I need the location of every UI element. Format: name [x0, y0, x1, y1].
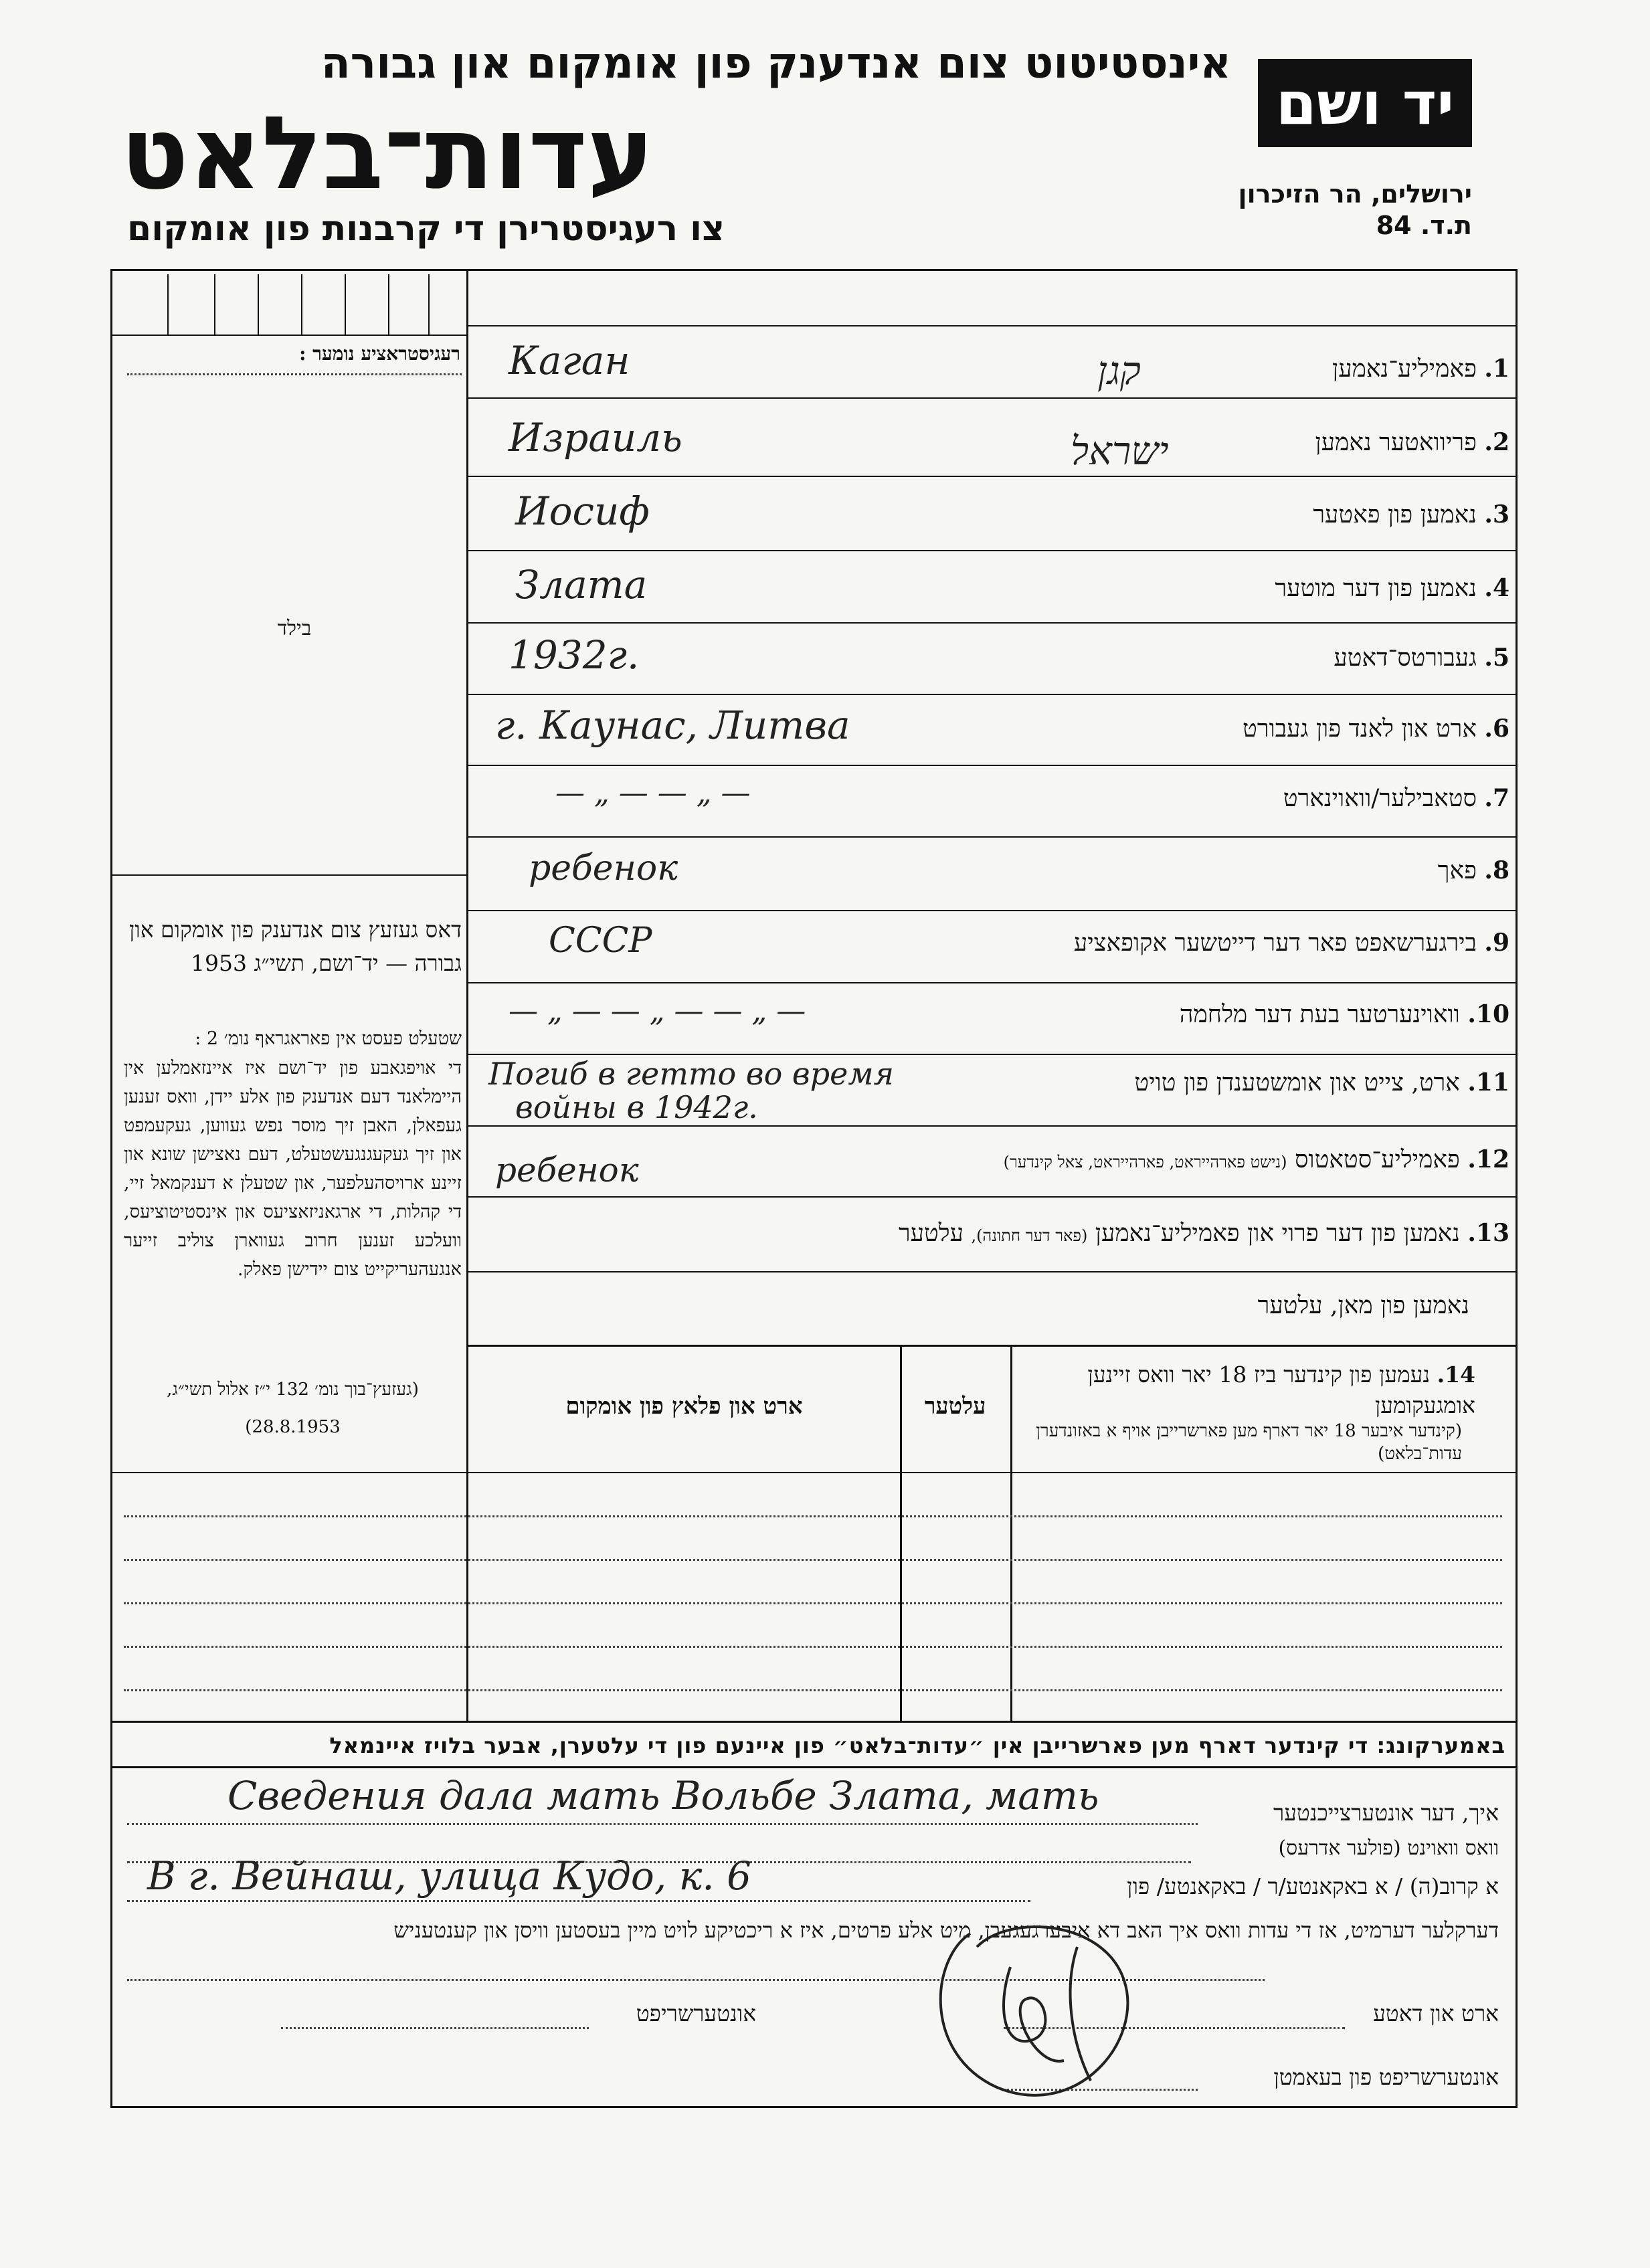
- husband-name-label: נאמען פון מאן, עלטער: [1257, 1292, 1469, 1319]
- registration-number-line[interactable]: [127, 373, 462, 375]
- field-2-value[interactable]: Израиль: [509, 415, 682, 460]
- signature-scribble: [923, 1907, 1151, 2107]
- address-line-2: ת.ד. 84: [1376, 211, 1472, 240]
- field-2-value-hebrew[interactable]: ישראל: [1071, 428, 1169, 474]
- sidebar-divider: [466, 269, 468, 1721]
- field-9-value[interactable]: СССР: [549, 921, 652, 961]
- children-row[interactable]: [124, 1689, 1502, 1691]
- signature-line[interactable]: [281, 2027, 589, 2029]
- field-3-label: 3. נאמען פון פאטער: [1313, 500, 1509, 529]
- frame-left: [110, 269, 112, 2108]
- place-column-header: ארט און פלאץ פון אומקום: [565, 1393, 803, 1420]
- field-7-value[interactable]: — „ — — „ —: [555, 776, 751, 810]
- frame-top: [110, 269, 1517, 271]
- field-5-value[interactable]: 1932г.: [509, 632, 640, 678]
- field-6-label: 6. ארט און לאנד פון געבורט: [1243, 715, 1509, 743]
- field-3-value[interactable]: Иосиф: [515, 488, 650, 534]
- law-date: (28.8.1953: [245, 1417, 341, 1437]
- remark: באמערקונג: די קינדער דארף מען פארשרייבן אין ״עדות־בלאט״ פון איינעם פון די עלטערן, אבער בלויז איינמאל: [329, 1733, 1505, 1758]
- law-clause: שטעלט פעסט אין פאראגראף נומ׳ 2 :: [195, 1028, 462, 1049]
- yad-vashem-logo: [1258, 59, 1472, 147]
- field-13-label: 13. נאמען פון דער פרוי און פאמיליע־נאמען (פאר דער חתונה), עלטער: [898, 1219, 1509, 1247]
- field-11-value-line-2[interactable]: войны в 1942г.: [515, 1089, 758, 1125]
- logo-text: יד ושם: [1275, 68, 1455, 138]
- photo-label: בילד: [277, 617, 312, 640]
- frame-right: [1516, 269, 1518, 2108]
- institute-title: אינסטיטוט צום אנדענק פון אומקום און גבורה: [320, 39, 1231, 88]
- children-row[interactable]: [124, 1559, 1502, 1561]
- undersigned-label: איך, דער אונטערצייכנטער: [1273, 1800, 1499, 1826]
- undersigned-value[interactable]: Сведения дала мать Вольбе Злата, мать: [227, 1773, 1099, 1818]
- age-column-header: עלטער: [924, 1393, 986, 1420]
- children-row[interactable]: [124, 1602, 1502, 1604]
- field-10-value[interactable]: — „ — — „ — — „ —: [509, 994, 806, 1028]
- relation-label: א קרוב(ה) / א באקאנטע/ר / באקאנטע/ פון: [1127, 1873, 1499, 1899]
- field-8-label: 8. פאך: [1437, 856, 1509, 884]
- official-signature-label: אונטערשריפט פון בעאמטן: [1273, 2064, 1499, 2090]
- signature-label: אונטערשריפט: [636, 2000, 756, 2026]
- field-7-label: 7. סטאבילער/וואוינארט: [1283, 784, 1509, 812]
- law-reference: (געזעץ־בוך נומ׳ 132 י״ז אלול תשי״ג,: [167, 1380, 419, 1400]
- address-line-1: ירושלים, הר הזיכרון: [1238, 179, 1472, 209]
- address-label: וואס וואוינט (פולער אדרעס): [1278, 1836, 1499, 1860]
- field-4-label: 4. נאמען פון דער מוטער: [1275, 574, 1509, 602]
- field-9-label: 9. בירגערשאפט פאר דער דייטשער אקופאציע: [1073, 929, 1509, 957]
- law-heading: דאס געזעץ צום אנדענק פון אומקום און גבורה — יד־ושם, תשי״ג 1953: [128, 917, 462, 976]
- form-purpose: צו רעגיסטרירן די קרבנות פון אומקום: [127, 209, 725, 249]
- children-row[interactable]: [124, 1646, 1502, 1648]
- field-12-label: 12. פאמיליע־סטאטוס (נישט פארהייראט, פארהייראט, צאל קינדער): [1003, 1145, 1509, 1173]
- frame-bottom: [110, 2106, 1517, 2108]
- field-8-value[interactable]: ребенок: [529, 848, 678, 888]
- declaration-text: דערקלער דערמיט, אז די עדות וואס איך האב דא איבערגעגעבן, מיט אלע פרטים, איז א ריכטיקע לויט מיין בעסטען וויסן און קענטעניש: [393, 1917, 1499, 1943]
- field-6-value[interactable]: г. Каунас, Литва: [495, 702, 850, 748]
- field-11-label: 11. ארט, צייט און אומשטענדן פון טויט: [1134, 1068, 1509, 1097]
- address-value[interactable]: В г. Вейнаш, улица Кудо, к. 6: [147, 1853, 752, 1899]
- place-date-label: ארט און דאטע: [1373, 2000, 1499, 2026]
- field-1-value[interactable]: Каган: [509, 338, 630, 383]
- field-11-value[interactable]: Погиб в гетто во время: [488, 1056, 894, 1092]
- field-12-value[interactable]: ребенок: [495, 1151, 639, 1190]
- law-text: די אויפגאבע פון יד־ושם איז איינזאמלען אין היימלאנד דעם אנדענק פון אלע יידן, וואס זענען געפאלן, האבן זיך מוסר נפש געווען, געקעמפט און זיך געקעגנגעשטעלט, דעם נאצישן שונא און זיינע ארויסהעלפער, און שטעלן א דענקמאל זיי, די קהלות, די ארגאניזאציעס און אינסטיטוציעס, וועלכע זענען חרוב געווארן צוליב זייער אנגעהעריקייט צום יידישן פאלק.: [124, 1058, 462, 1280]
- children-row[interactable]: [124, 1515, 1502, 1517]
- field-5-label: 5. געבורטס־דאטע: [1334, 644, 1509, 672]
- children-heading: 14. נעמען פון קינדער ביז 18 יאר וואס זיינען אומגעקומען: [1087, 1361, 1475, 1418]
- field-4-value[interactable]: Злата: [515, 562, 648, 607]
- field-1-value-hebrew[interactable]: קגן: [1097, 348, 1141, 393]
- field-10-label: 10. וואוינערטער בעת דער מלחמה: [1179, 1000, 1509, 1028]
- children-note: (קינדער איבער 18 יאר דארף מען פארשרייבן אויף א באזונדערן עדות־בלאט): [1036, 1421, 1462, 1464]
- field-1-label: 1. פאמיליע־נאמען: [1332, 355, 1509, 383]
- field-2-label: 2. פריוואטער נאמען: [1315, 428, 1509, 456]
- registration-number-label: רעגיסטראציע נומער :: [299, 343, 460, 365]
- form-title: עדות־בלאט: [120, 96, 654, 212]
